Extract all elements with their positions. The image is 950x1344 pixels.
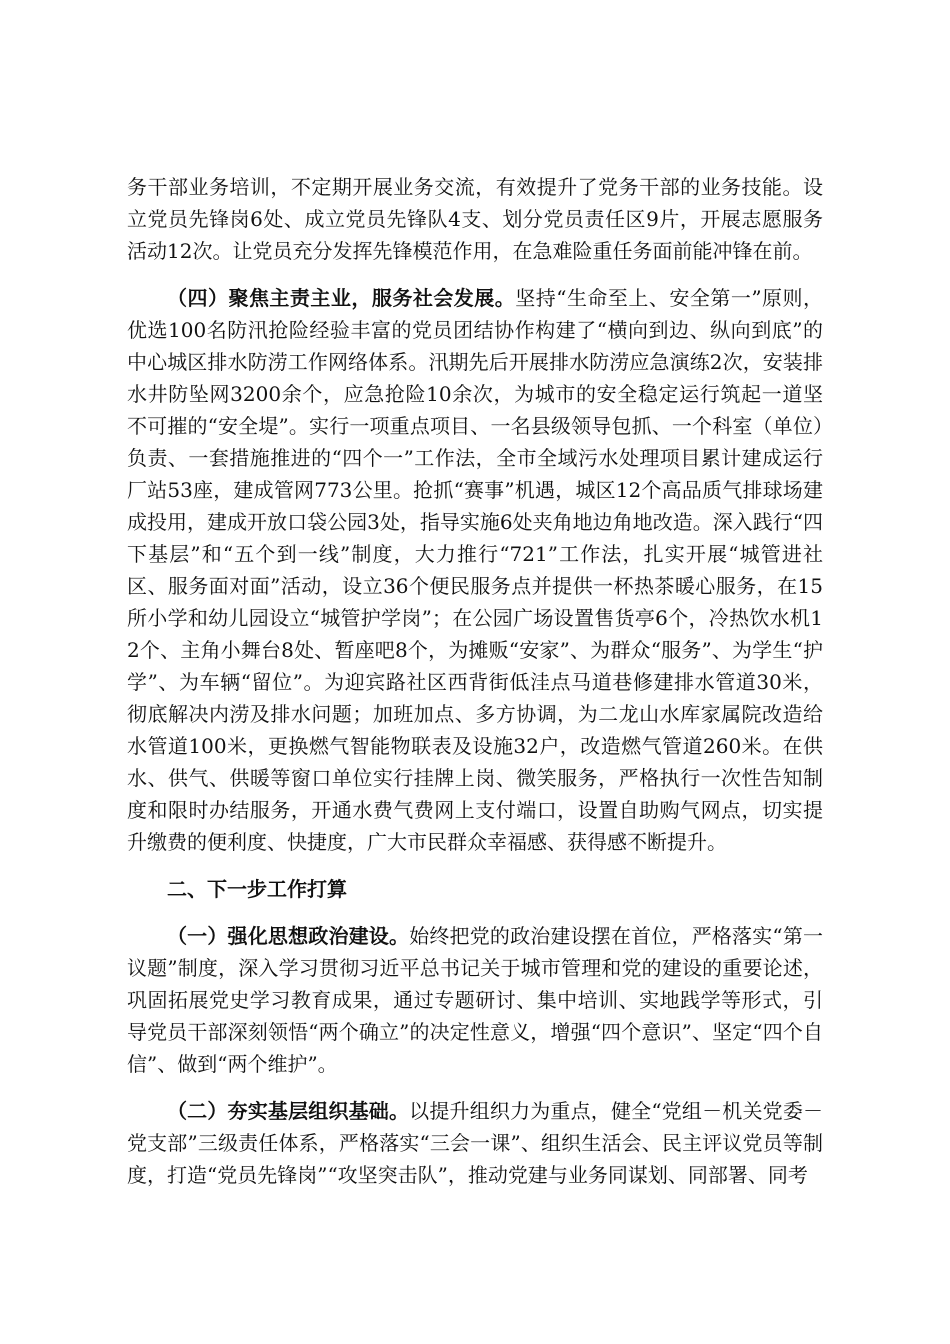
document-page xyxy=(127,171,823,1206)
paragraph-lead: （四）聚焦主责主业，服务社会发展。 xyxy=(167,286,516,310)
paragraph-plan-two xyxy=(127,1095,823,1191)
section-heading: 二、下一步工作打算 xyxy=(167,877,347,901)
paragraph-text: 始终把党的政治建设摆在首位，严格落实“第一议题”制度，深入学习贯彻习近平总书记关于城市管理和党的建设的重要论述，巩固拓展党史学习教育成果，通过专题研讨、集中培训、实地践学等形式，引导党员干部深刻领悟“两个确立”的决定性意义，增强“四个意识”、坚定“四个自信”、做到“两个维护”。 xyxy=(127,924,823,1076)
paragraph-continued xyxy=(127,171,823,267)
paragraph-section-four xyxy=(127,282,823,858)
paragraph-text: 坚持“生命至上、安全第一”原则，优选100名防汛抢险经验丰富的党员团结协作构建了“横向到边、纵向到底”的中心城区排水防涝工作网络体系。汛期先后开展排水防涝应急演练2次，安装排水井防坠网3200余个，应急抢险10余次，为城市的安全稳定运行筑起一道坚不可摧的“安全堤”。实行一项重点项目、一名县级领导包抓、一个科室（单位）负责、一套措施推进的“四个一”工作法，全市全域污水处理项目累计建成运行厂站53座，建成管网773公里。抢抓“赛事”机遇，城区12个高品质气排球场建成投用，建成开放口袋公园3处，指导实施6处夹角地边角地改造。深入践行“四下基层”和“五个到一线”制度，大力推行“721”工作法，扎实开展“城管进社区、服务面对面”活动，设立36个便民服务点并提供一杯热茶暖心服务，在15所小学和幼儿园设立“城管护学岗”；在公园广场设置售货亭6个，冷热饮水机12个、主角小舞台8处、暂座吧8个，为摊贩“安家”、为群众“服务”、为学生“护学”、为车辆“留位”。为迎宾路社区西背街低洼点马道巷修建排水管道30米，彻底解决内涝及排水问题；加班加点、多方协调，为二龙山水库家属院改造给水管道100米，更换燃气智能物联表及设施32户，改造燃气管道260米。在供水、供气、供暖等窗口单位实行挂牌上岗、微笑服务，严格执行一次性告知制度和限时办结服务，开通水费气费网上支付端口，设置自助购气网点，切实提升缴费的便利度、快捷度，广大市民群众幸福感、获得感不断提升。 xyxy=(127,286,824,854)
paragraph-plan-one xyxy=(127,920,823,1080)
paragraph-lead: （一）强化思想政治建设。 xyxy=(167,924,410,948)
paragraph-text: 以提升组织力为重点，健全“党组－机关党委－党支部”三级责任体系，严格落实“三会一课”、组织生活会、民主评议党员等制度，打造“党员先锋岗”“攻坚突击队”，推动党建与业务同谋划、同部署、同考 xyxy=(127,1099,823,1187)
paragraph-lead: （二）夯实基层组织基础。 xyxy=(167,1099,410,1123)
paragraph-text: 务干部业务培训，不定期开展业务交流，有效提升了党务干部的业务技能。设立党员先锋岗6处、成立党员先锋队4支、划分党员责任区9片，开展志愿服务活动12次。让党员充分发挥先锋模范作用，在急难险重任务面前能冲锋在前。 xyxy=(127,175,823,263)
